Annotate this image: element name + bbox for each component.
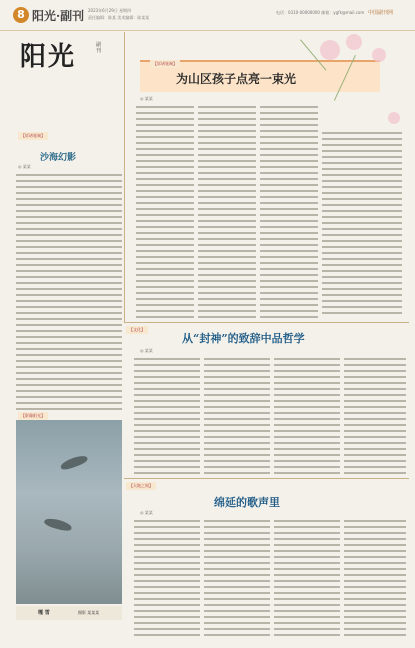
brand-logo: 中国副刊网 <box>368 10 394 16</box>
section-tag: 【影像阳光】 <box>18 412 48 420</box>
article-body <box>274 518 340 638</box>
article-author: ◎ 某某 <box>140 510 153 515</box>
flower-decoration <box>320 40 340 60</box>
article-body <box>260 104 318 318</box>
article-title: 从“封神”的致辞中品哲学 <box>182 332 305 345</box>
page-logo-sub: 副刊 <box>96 42 102 54</box>
article-body <box>322 130 402 318</box>
section-tag: 【诉诸笔端】 <box>150 60 180 68</box>
flower-decoration <box>372 48 386 62</box>
article-body <box>204 356 270 476</box>
photo-image <box>16 420 122 604</box>
date-line: 2023年6月29日 星期四 <box>88 8 132 13</box>
section-tag: 【天地之间】 <box>126 482 156 490</box>
article-title: 沙海幻影 <box>40 153 77 163</box>
flower-decoration <box>388 112 400 124</box>
page-logo: 阳光 <box>20 42 77 72</box>
article-body <box>198 104 256 318</box>
page-number: 8 <box>13 7 29 23</box>
article-body <box>274 356 340 476</box>
article-title: 为山区孩子点亮一束光 <box>176 72 297 86</box>
column-divider <box>124 32 125 322</box>
section-divider <box>124 478 409 479</box>
article-author: ◎ 某某 <box>18 164 31 169</box>
caption-credit: 摄影 某某某 <box>78 610 100 615</box>
heron-bird-image <box>43 517 72 533</box>
article-body <box>344 518 406 638</box>
editor-line: 责任编辑：陈某 美术编辑：陈某某 <box>88 15 150 20</box>
contact-line: 电话：0310-00000000 邮箱：ygfk@mail.com <box>276 10 365 15</box>
article-body <box>344 356 406 476</box>
masthead-title: 阳光·副刊 <box>32 9 85 23</box>
caption-title: 嘎 雪 <box>38 610 50 616</box>
section-divider <box>124 322 409 323</box>
photo-caption <box>16 606 122 620</box>
heron-bird-image <box>59 453 88 471</box>
flower-decoration <box>346 34 362 50</box>
section-tag: 【文化】 <box>126 326 148 334</box>
article-author: ◎ 某某 <box>140 96 153 101</box>
article-author: ◎ 某某 <box>140 348 153 353</box>
section-tag: 【诉诸笔端】 <box>18 132 48 140</box>
article-body <box>204 518 270 638</box>
page-header <box>0 0 415 31</box>
article-body <box>136 104 194 318</box>
article-body <box>16 172 122 410</box>
article-body <box>134 518 200 638</box>
article-title: 绵延的歌声里 <box>214 496 280 509</box>
article-body <box>134 356 200 476</box>
